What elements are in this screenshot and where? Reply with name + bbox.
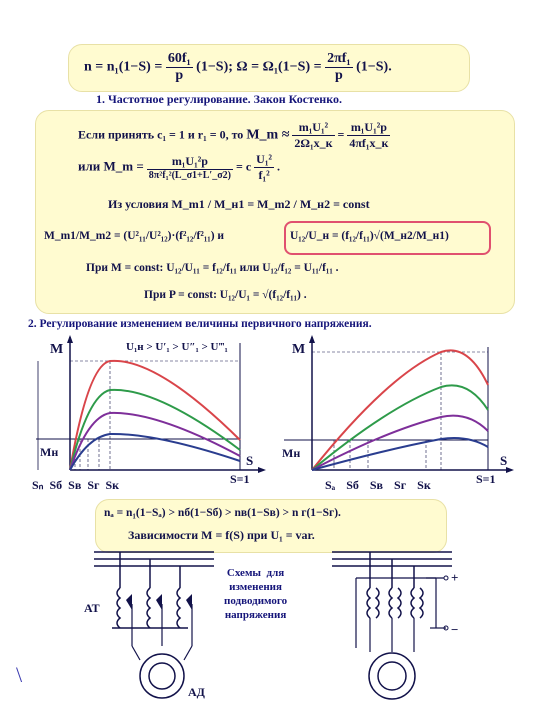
y-axis-arrow <box>309 335 315 343</box>
graph-voltage-right <box>278 335 522 495</box>
kostenko-line1: Если принять c₁ = 1 и r₁ = 0, то M_m ≈ $\frac{\text{m₁U₁²}}{\text{2Ω₁x\_к}}$ = $\frac{\text{m₁U₁²p}}{\text{4πf₁x\_к}}$ <box>78 120 389 150</box>
y-axis-arrow <box>67 335 73 343</box>
fraction-2pif: $\frac{\text{2πf₁}}{p}$ <box>327 51 351 83</box>
motor-outer <box>140 654 184 698</box>
kostenko-line4-left: M_m1/M_m2 = (U²₁₁/U²₁₂)·(f²₁₂/f²₁₁) и <box>44 230 225 242</box>
graph-voltage-left <box>26 335 270 495</box>
graph-left-bottom-labels: Sₙ Sб Sв Sг Sк <box>32 478 120 492</box>
s-label: S <box>500 453 508 468</box>
mn-label: Mн <box>40 445 59 459</box>
kostenko-line3: Из условия M_m1 / M_н1 = M_m2 / M_н2 = const <box>108 197 370 211</box>
curve-green <box>70 390 240 470</box>
section2-title: 2. Регулирование изменением величины первичного напряжения. <box>28 318 372 330</box>
ad-label: АД <box>188 685 205 699</box>
scheme-dc-regulation <box>326 548 476 708</box>
formula-mid: (1−S); Ω = Ω₁(1−S) = <box>196 59 322 75</box>
s-label: S <box>246 453 254 468</box>
dependency-line: Зависимости M = f(S) при U₁ = var. <box>128 528 315 542</box>
s1-label: S=1 <box>476 472 496 486</box>
kostenko-line2: или M_m = $\frac{\text{m₁U₁²p}}{\text{8π²f₁²(L\_σ1+L′\_σ2)}}$ = c $\frac{\text{U₁²}}{\text{f₁²}}$ . <box>78 152 281 182</box>
fraction-60f: $\frac{\text{60f₁}}{p}$ <box>167 51 191 83</box>
motor-outer <box>369 653 415 699</box>
motor-inner <box>149 663 175 689</box>
curve-purple <box>70 413 240 470</box>
page-mark: \ <box>16 662 23 687</box>
kostenko-line6: При P = const: U₁₂/U₁ = √(f₁₂/f₁₁) . <box>144 289 307 301</box>
at-label: АТ <box>84 601 100 615</box>
formula-left: n = n₁(1−S) = <box>84 59 163 75</box>
mn-label: Mн <box>282 446 301 460</box>
curve-blue <box>312 438 488 470</box>
motor-inner <box>378 662 406 690</box>
scheme-autotransformer <box>84 548 224 708</box>
kostenko-line4-boxed: U₁₂/U_н = (f₁₂/f₁₁)√(M_н2/M_н1) <box>290 230 449 242</box>
y-label: M <box>50 342 64 357</box>
section1-title: 1. Частотное регулирование. Закон Костенко. <box>96 92 342 106</box>
s1-label: S=1 <box>230 472 250 486</box>
graph-right-bottom-labels: Sₐ Sб Sв Sг Sк <box>325 478 431 492</box>
y-label: M <box>292 342 306 357</box>
plus-label: + <box>451 570 459 585</box>
x-axis-arrow <box>258 467 266 473</box>
kostenko-line5: При M = const: U₁₂/U₁₁ = f₁₂/f₁₁ или U₁₂/f₁₂ = U₁₁/f₁₁ . <box>86 262 339 274</box>
formula-speed <box>84 51 392 84</box>
scheme-caption: Схемы для изменения подводимого напряжения <box>224 567 288 621</box>
curve-red <box>312 350 488 470</box>
legend: U₁н > U′₁ > U″₁ > U‴₁ <box>126 341 228 353</box>
formula-right: (1−S). <box>356 59 392 75</box>
speeds-inequality: nₐ = n₁(1−Sₐ) > nб(1−Sб) > nв(1−Sв) > n г(1−Sг). <box>104 507 341 519</box>
minus-label: − <box>451 622 459 637</box>
